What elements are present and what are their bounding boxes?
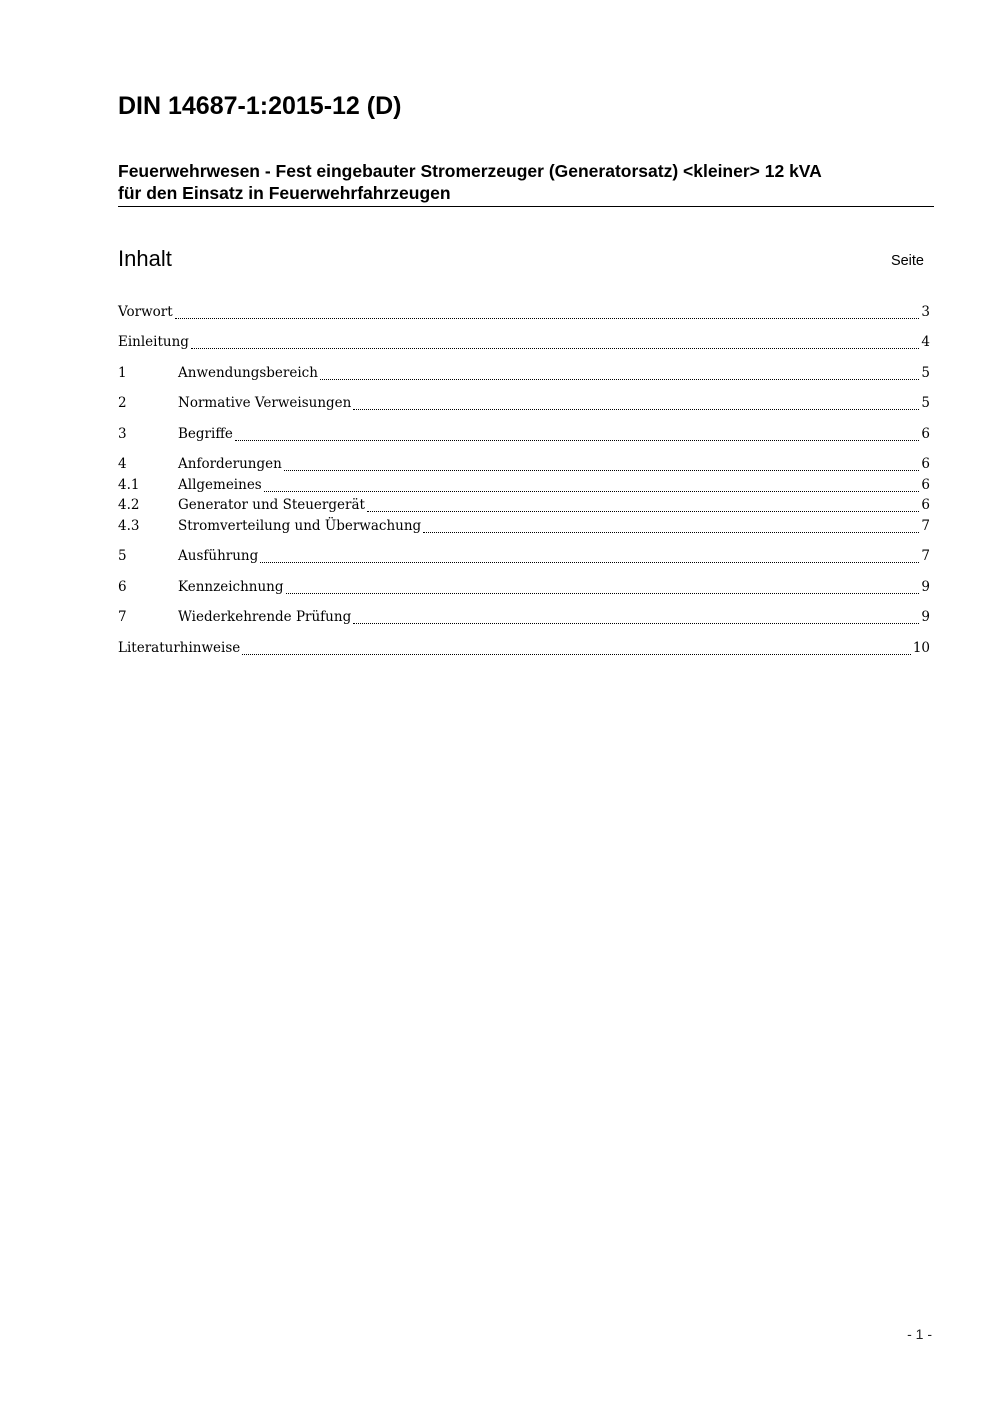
- toc-entry-page: 3: [921, 304, 930, 320]
- toc-entry-einleitung[interactable]: [118, 332, 930, 352]
- toc-dot-leader: [284, 470, 920, 471]
- toc-entry-text: Einleitung: [118, 334, 189, 350]
- toc-dot-leader: [191, 348, 919, 349]
- toc-entry-page: 6: [921, 497, 930, 513]
- toc-dot-leader: [175, 318, 920, 319]
- toc-entry-number: 3: [118, 426, 127, 442]
- document-title: [118, 160, 934, 207]
- toc-entry-number: 4.3: [118, 518, 140, 534]
- document-title-line-1: Feuerwehrwesen - Fest eingebauter Stromerzeuger (Generatorsatz) <kleiner> 12 kVA: [118, 161, 822, 181]
- toc-entry-page: 5: [921, 395, 930, 411]
- toc-entry-page: 7: [921, 548, 930, 564]
- toc-entry-3[interactable]: [118, 424, 930, 444]
- document-id: DIN 14687-1:2015-12 (D): [118, 92, 402, 120]
- toc-entry-number: 4.1: [118, 477, 140, 493]
- toc-entry-page: 6: [921, 477, 930, 493]
- toc-entry-text: Stromverteilung und Überwachung: [178, 518, 422, 534]
- toc-entry-number: 4.2: [118, 497, 140, 513]
- toc-entry-page: 7: [921, 518, 930, 534]
- toc-entry-text: Kennzeichnung: [178, 579, 284, 595]
- toc-entry-4-2[interactable]: [118, 495, 930, 515]
- toc-entry-text: Generator und Steuergerät: [178, 497, 365, 513]
- toc-entry-7[interactable]: [118, 607, 930, 627]
- toc-entry-number: 5: [118, 548, 127, 564]
- toc-entry-1[interactable]: [118, 363, 930, 383]
- toc-dot-leader: [242, 654, 911, 655]
- toc-entry-number: 1: [118, 365, 127, 381]
- toc-entry-text: Wiederkehrende Prüfung: [178, 609, 352, 625]
- toc-entry-vorwort[interactable]: [118, 302, 930, 322]
- toc-entry-number: 6: [118, 579, 127, 595]
- toc-dot-leader: [367, 511, 919, 512]
- toc-entry-literaturhinweise[interactable]: [118, 638, 930, 658]
- toc-entry-text: Literaturhinweise: [118, 640, 241, 656]
- toc-entry-number: 7: [118, 609, 127, 625]
- toc-dot-leader: [353, 409, 919, 410]
- toc-entry-5[interactable]: [118, 546, 930, 566]
- toc-dot-leader: [320, 379, 919, 380]
- toc-dot-leader: [264, 491, 920, 492]
- toc-entry-page: 9: [921, 609, 930, 625]
- toc-entry-text: Allgemeines: [178, 477, 262, 493]
- toc-entry-text: Ausführung: [178, 548, 259, 564]
- toc-entry-page: 5: [921, 365, 930, 381]
- toc-entry-text: Anwendungsbereich: [178, 365, 318, 381]
- toc-entry-4-3[interactable]: [118, 516, 930, 536]
- toc-entry-2[interactable]: [118, 393, 930, 413]
- toc-entry-4[interactable]: [118, 454, 930, 474]
- toc-entry-text: Begriffe: [178, 426, 233, 442]
- toc-entry-4-1[interactable]: [118, 475, 930, 495]
- toc-entry-number: 2: [118, 395, 127, 411]
- toc-entry-page: 10: [912, 640, 930, 656]
- toc-entry-page: 6: [921, 426, 930, 442]
- toc-dot-leader: [260, 562, 919, 563]
- toc-entry-page: 6: [921, 456, 930, 472]
- toc-dot-leader: [286, 593, 920, 594]
- toc-entry-page: 9: [921, 579, 930, 595]
- footer-page-number: - 1 -: [907, 1326, 932, 1342]
- toc-entry-page: 4: [921, 334, 930, 350]
- toc-entry-text: Normative Verweisungen: [178, 395, 352, 411]
- toc-entry-number: 4: [118, 456, 127, 472]
- toc-dot-leader: [353, 623, 919, 624]
- toc-entry-text: Anforderungen: [178, 456, 282, 472]
- document-title-line-2: für den Einsatz in Feuerwehrfahrzeugen: [118, 183, 451, 203]
- toc-dot-leader: [235, 440, 920, 441]
- toc-dot-leader: [423, 532, 919, 533]
- toc-entry-text: Vorwort: [118, 304, 173, 320]
- toc-heading: Inhalt: [118, 246, 172, 271]
- toc-entry-6[interactable]: [118, 577, 930, 597]
- toc-page-column-header: Seite: [890, 253, 924, 269]
